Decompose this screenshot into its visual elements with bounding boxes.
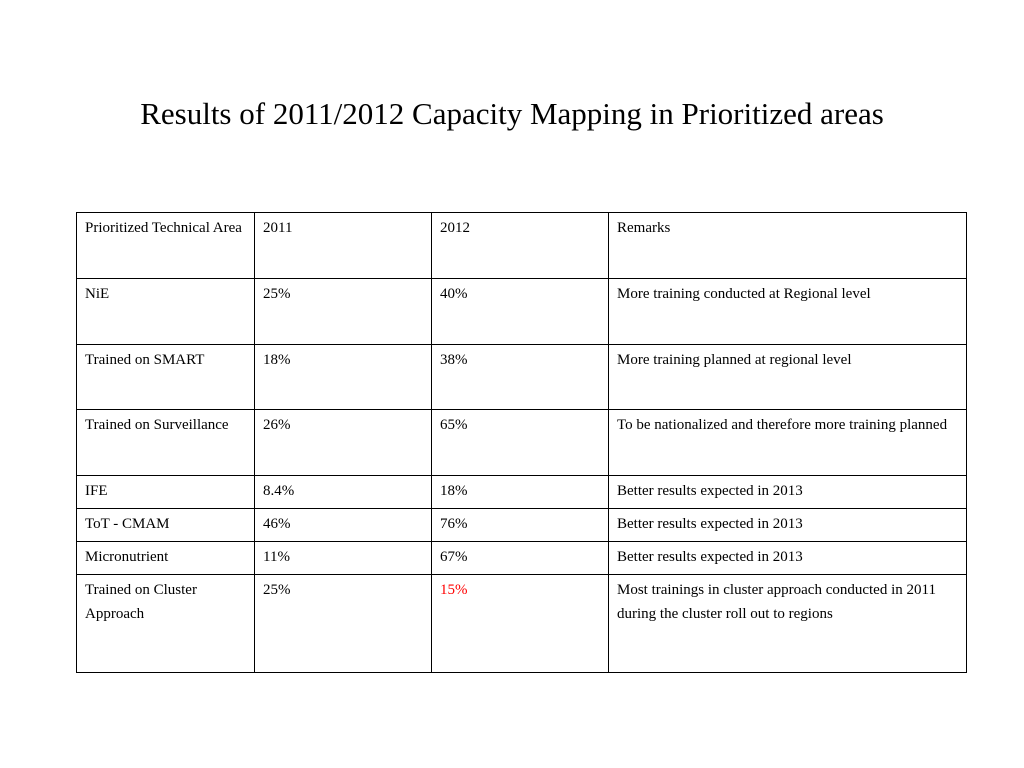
cell-technical-area: Trained on Surveillance bbox=[77, 410, 255, 476]
cell-technical-area: ToT - CMAM bbox=[77, 509, 255, 542]
cell-technical-area: NiE bbox=[77, 279, 255, 345]
cell-2011: 25% bbox=[255, 279, 432, 345]
cell-2011: 8.4% bbox=[255, 476, 432, 509]
cell-remarks: Better results expected in 2013 bbox=[609, 509, 967, 542]
cell-remarks: More training planned at regional level bbox=[609, 345, 967, 410]
header-cell-2011: 2011 bbox=[255, 213, 432, 279]
cell-2012: 18% bbox=[432, 476, 609, 509]
cell-2012-highlighted: 15% bbox=[432, 575, 609, 673]
cell-technical-area: Trained on Cluster Approach bbox=[77, 575, 255, 673]
table-row bbox=[77, 575, 967, 673]
table-row bbox=[77, 476, 967, 509]
cell-2012: 67% bbox=[432, 542, 609, 575]
table-row bbox=[77, 509, 967, 542]
cell-2011: 26% bbox=[255, 410, 432, 476]
header-cell-2012: 2012 bbox=[432, 213, 609, 279]
cell-2011: 18% bbox=[255, 345, 432, 410]
table-row bbox=[77, 345, 967, 410]
cell-2011: 46% bbox=[255, 509, 432, 542]
capacity-mapping-table bbox=[76, 212, 967, 673]
cell-2011: 11% bbox=[255, 542, 432, 575]
header-cell-remarks: Remarks bbox=[609, 213, 967, 279]
cell-2011: 25% bbox=[255, 575, 432, 673]
table-container bbox=[76, 212, 967, 673]
cell-remarks: Better results expected in 2013 bbox=[609, 542, 967, 575]
table-row bbox=[77, 542, 967, 575]
slide-title: Results of 2011/2012 Capacity Mapping in Prioritized areas bbox=[140, 96, 884, 131]
header-cell-technical-area: Prioritized Technical Area bbox=[77, 213, 255, 279]
table-header-row bbox=[77, 213, 967, 279]
cell-technical-area: Trained on SMART bbox=[77, 345, 255, 410]
cell-2012: 65% bbox=[432, 410, 609, 476]
cell-remarks: Better results expected in 2013 bbox=[609, 476, 967, 509]
table-row bbox=[77, 410, 967, 476]
cell-remarks: More training conducted at Regional level bbox=[609, 279, 967, 345]
cell-technical-area: Micronutrient bbox=[77, 542, 255, 575]
cell-technical-area: IFE bbox=[77, 476, 255, 509]
cell-2012: 76% bbox=[432, 509, 609, 542]
table-row bbox=[77, 279, 967, 345]
cell-remarks: Most trainings in cluster approach conducted in 2011 during the cluster roll out to regions bbox=[609, 575, 967, 673]
cell-2012: 40% bbox=[432, 279, 609, 345]
cell-2012: 38% bbox=[432, 345, 609, 410]
cell-remarks: To be nationalized and therefore more training planned bbox=[609, 410, 967, 476]
